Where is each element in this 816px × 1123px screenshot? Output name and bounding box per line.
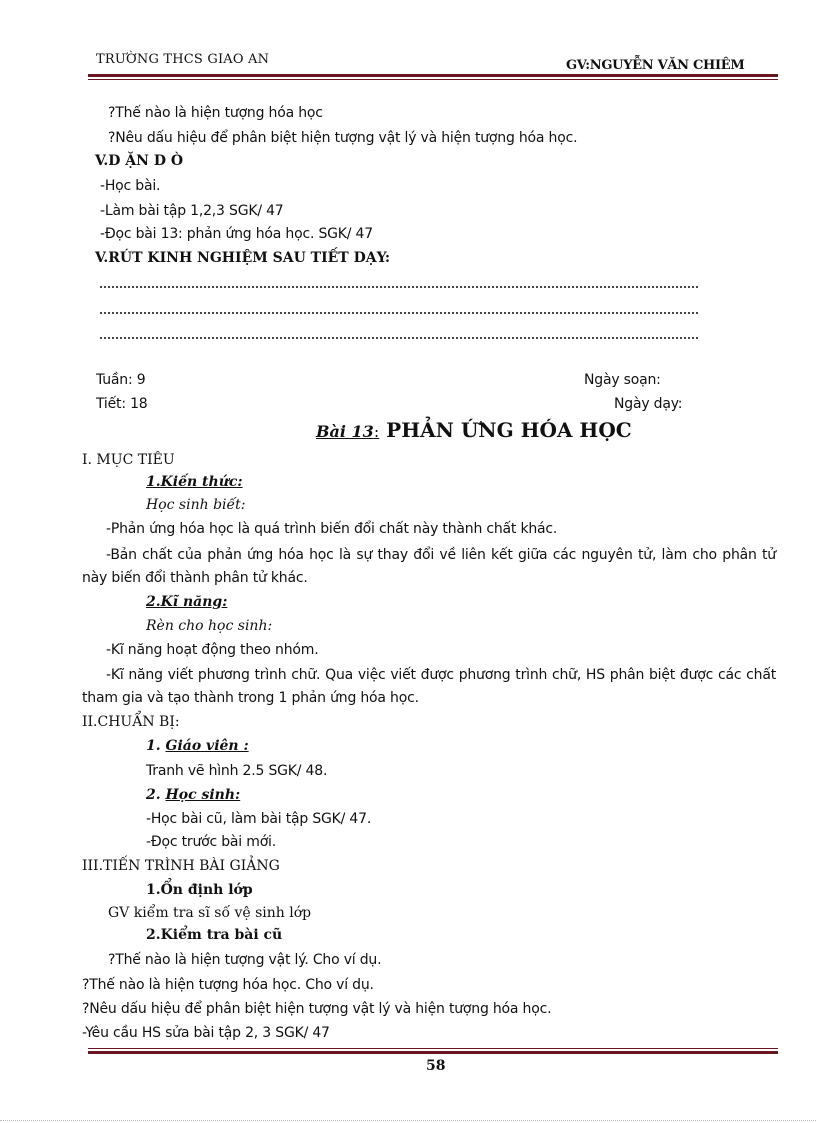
dotted-line-2 <box>100 312 698 314</box>
teacher-name: GV:NGUYỄN VĂN CHIÊM <box>566 58 745 73</box>
kiem-tra-question-1: ?Thế nào là hiện tượng vật lý. Cho ví dụ. <box>108 952 382 968</box>
dan-do-item-2: -Làm bài tập 1,2,3 SGK/ 47 <box>100 203 284 219</box>
chuan-bi-heading: II.CHUẨN BỊ: <box>82 714 180 730</box>
kien-thuc-item-1: -Phản ứng hóa học là quá trình biến đổi chất này thành chất khác. <box>106 521 558 537</box>
school-name: TRƯỜNG THCS GIAO AN <box>96 52 270 67</box>
ki-nang-item-2: -Kĩ năng viết phương trình chữ. Qua việc viết được phương trình chữ, HS phân biệt được các chất tham gia và tạo thành trong 1 phản ứng hóa học. <box>82 667 776 706</box>
kiem-tra-question-2: ?Thế nào là hiện tượng hóa học. Cho ví dụ. <box>82 977 374 993</box>
kien-thuc-intro: Học sinh biết: <box>146 497 246 513</box>
muc-tieu-heading: I. MỤC TIÊU <box>82 452 175 468</box>
lesson-number: Bài 13 <box>316 422 374 441</box>
hoc-sinh-item-2: -Đọc trước bài mới. <box>146 834 276 850</box>
teach-date-label: Ngày dạy: <box>614 396 683 412</box>
hoc-sinh-label: Học sinh: <box>165 787 241 803</box>
footer-rule-thick <box>88 1051 778 1054</box>
hoc-sinh-number: 2. <box>146 787 161 803</box>
question-2: ?Nêu dấu hiệu để phân biệt hiện tượng vật lý và hiện tượng hóa học. <box>108 130 578 146</box>
kiem-tra-question-3: ?Nêu dấu hiệu để phân biệt hiện tượng vật lý và hiện tượng hóa học. <box>82 1001 552 1017</box>
prep-date-label: Ngày soạn: <box>584 372 661 388</box>
ki-nang-intro: Rèn cho học sinh: <box>146 618 273 634</box>
giao-vien-item: Tranh vẽ hình 2.5 SGK/ 48. <box>146 763 328 779</box>
header-rule-thick <box>88 74 778 77</box>
on-dinh-text: GV kiểm tra sĩ số vệ sinh lớp <box>108 905 312 921</box>
giao-vien-number: 1. <box>146 738 161 754</box>
footer-rule-thin <box>88 1048 778 1049</box>
kiem-tra-heading: 2.Kiểm tra bài cũ <box>146 927 283 943</box>
question-1: ?Thế nào là hiện tượng hóa học <box>108 105 323 121</box>
dan-do-heading: V.D ẶN D Ò <box>95 153 184 169</box>
dan-do-item-3: -Đọc bài 13: phản ứng hóa học. SGK/ 47 <box>100 226 373 242</box>
ki-nang-heading: 2.Kĩ năng: <box>146 594 228 610</box>
page-number: 58 <box>426 1058 446 1074</box>
lesson-title-text: PHẢN ỨNG HÓA HỌC <box>379 418 632 442</box>
kien-thuc-item-2: -Bản chất của phản ứng hóa học là sự thay đổi về liên kết giữa các nguyên tử, làm cho phân tử này biến đổi thành phân tử khác. <box>82 547 776 586</box>
hoc-sinh-heading <box>146 787 240 803</box>
period-label: Tiết: 18 <box>96 396 148 412</box>
dotted-line-3 <box>100 337 698 339</box>
week-label: Tuần: 9 <box>96 372 146 388</box>
giao-vien-label: Giáo viên : <box>165 738 249 754</box>
lesson-title-sep: : <box>373 422 380 441</box>
tien-trinh-heading: III.TIẾN TRÌNH BÀI GIẢNG <box>82 858 280 874</box>
rut-kinh-nghiem-heading: V.RÚT KINH NGHIỆM SAU TIẾT DẠY: <box>95 250 391 266</box>
ki-nang-item-1: -Kĩ năng hoạt động theo nhóm. <box>106 642 319 658</box>
kien-thuc-heading: 1.Kiến thức: <box>146 474 243 490</box>
giao-vien-heading <box>146 738 249 754</box>
header-rule-thin <box>88 79 778 80</box>
dotted-line-1 <box>100 286 698 288</box>
hoc-sinh-item-1: -Học bài cũ, làm bài tập SGK/ 47. <box>146 811 372 827</box>
page-bottom-border <box>0 1120 816 1121</box>
kiem-tra-task: -Yêu cầu HS sửa bài tập 2, 3 SGK/ 47 <box>82 1025 330 1041</box>
lesson-title <box>316 418 632 442</box>
dan-do-item-1: -Học bài. <box>100 178 161 194</box>
on-dinh-heading: 1.Ổn định lớp <box>146 882 253 898</box>
